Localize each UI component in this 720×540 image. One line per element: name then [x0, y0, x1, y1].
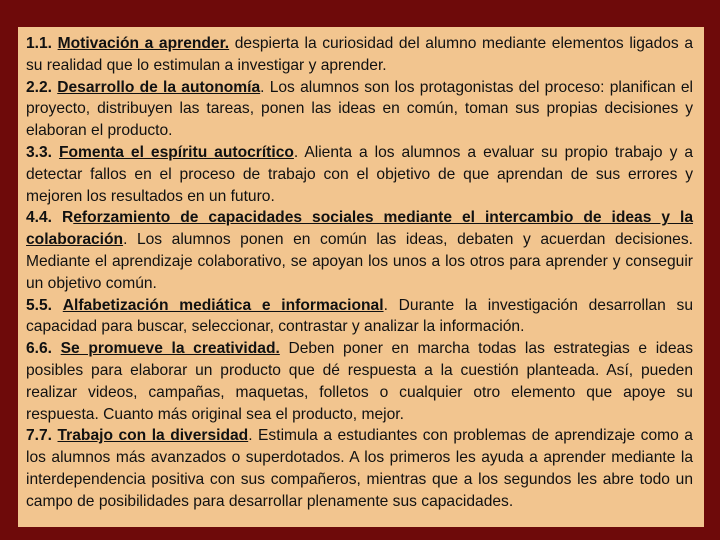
item-number: 2.2. [26, 78, 53, 96]
list-item [26, 33, 693, 77]
item-number: 4.4. R [26, 209, 74, 227]
list-item [26, 338, 693, 425]
item-number: 1.1. [26, 35, 53, 52]
item-heading: Motivación a aprender. [57, 35, 230, 52]
item-number: 7.7. [26, 427, 53, 445]
item-number: 3.3. [26, 143, 53, 161]
item-number: 5.5. [26, 296, 53, 314]
content-panel [18, 27, 704, 527]
list-item [26, 77, 693, 142]
item-heading: Alfabetización mediática e informacional [62, 296, 384, 314]
item-heading: Fomenta el espíritu autocrítico [58, 143, 294, 161]
item-text: . Los alumnos son los protagonistas del proceso: planifican el proyecto, distribuyen las tareas, ponen las ideas en común, toman sus propias decisiones y elaboran el producto. [26, 78, 693, 140]
item-number: 6.6. [26, 340, 53, 358]
item-heading: Se promueve la creatividad. [60, 340, 280, 358]
item-text: . Los alumnos ponen en común las ideas, debaten y acuerdan decisiones. Mediante el aprendizaje colaborativo, se apoyan los unos a los otros para aprender y conseguir un objetivo común. [26, 231, 693, 292]
item-heading: Trabajo con la diversidad [57, 427, 249, 445]
benefits-list [26, 33, 693, 513]
item-text: . Alienta a los alumnos a evaluar su propio trabajo y a detectar fallos en el proceso de trabajo con el objetivo de que aprendan de sus errores y mejoren los resultados en un futuro. [26, 143, 693, 205]
item-text: . Estimula a estudiantes con problemas de aprendizaje como a los alumnos más avanzados o superdotados. A los primeros les ayuda a aprender mediante la interdependencia positiva con sus compañeros, mientras que a los segundos les abre todo un campo de posibilidades para desarrollar plenamente sus capacidades. [26, 427, 693, 510]
item-heading: Desarrollo de la autonomía [57, 78, 261, 96]
item-text: . Durante la investigación desarrollan su capacidad para buscar, seleccionar, contrastar y analizar la información. [26, 296, 693, 336]
item-text: despierta la curiosidad del alumno mediante elementos ligados a su realidad que lo estimulan a investigar y aprender. [26, 35, 694, 74]
list-item [26, 425, 693, 512]
list-item [26, 207, 693, 294]
item-text: Deben poner en marcha todas las estrategias e ideas posibles para elaborar un producto que dé respuesta a la cuestión planteada. Así, pueden realizar videos, campañas, maquetas, folletos o cualquier otro elemento que apoye su respuesta. Cuanto más original sea el producto, mejor. [26, 340, 693, 423]
item-heading: eforzamiento de capacidades sociales mediante el intercambio de ideas y la colaboración [26, 209, 693, 249]
list-item [26, 295, 693, 339]
list-item [26, 142, 693, 207]
